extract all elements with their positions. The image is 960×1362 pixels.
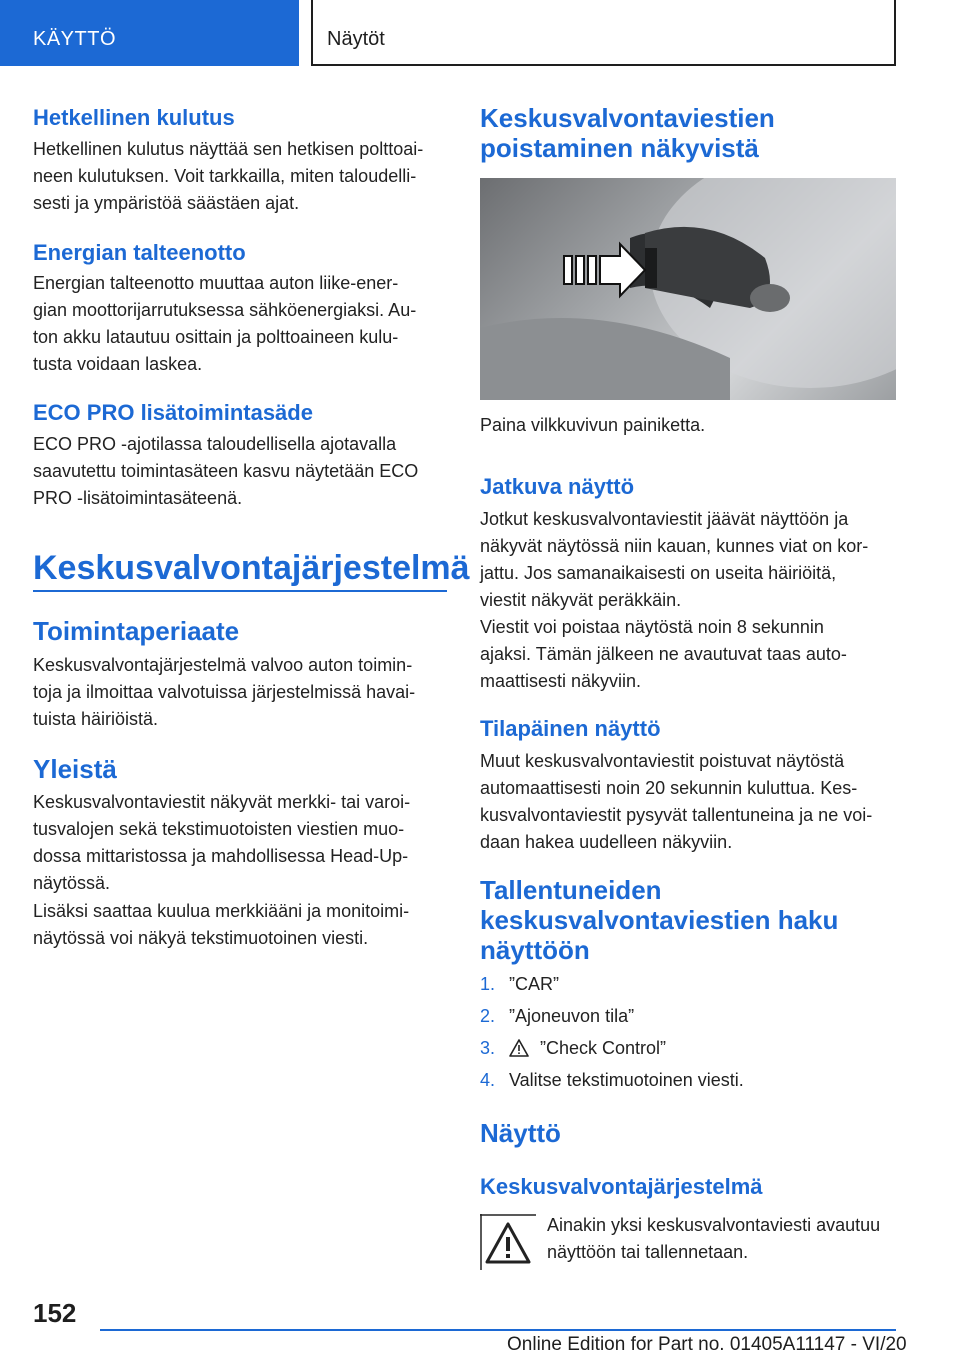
text-line: PRO -lisätoimintasäteenä. bbox=[33, 488, 243, 508]
heading-continuous-display: Jatkuva näyttö bbox=[480, 474, 635, 499]
paragraph-check-control-display bbox=[547, 1212, 896, 1266]
chapter-divider bbox=[33, 590, 447, 592]
text-line: dossa mittaristossa ja mahdollisessa Head-Up- bbox=[33, 846, 409, 866]
list-item bbox=[480, 1001, 896, 1031]
text-line: viestit näkyvät peräkkäin. bbox=[480, 590, 682, 610]
heading-line: keskusvalvontaviestien haku bbox=[480, 905, 839, 935]
paragraph-continuous-display bbox=[480, 506, 896, 614]
footer-divider bbox=[100, 1329, 896, 1331]
text-line: näytössä voi näkyä tekstimuotoinen viesti. bbox=[33, 928, 369, 948]
text-line: jattu. Jos samanaikaisesti on useita häiriöitä, bbox=[480, 563, 837, 583]
photo-illustration bbox=[480, 178, 896, 400]
paragraph-continuous-display-2 bbox=[480, 614, 896, 695]
text-line: toja ja ilmoittaa valvotuissa järjestelmissä havai‐ bbox=[33, 682, 416, 702]
heading-line: poistaminen näkyvistä bbox=[480, 133, 759, 163]
text-line: näyttöön tai tallennetaan. bbox=[547, 1242, 749, 1262]
section-label: KÄYTTÖ bbox=[33, 28, 117, 50]
text-line: saavutettu toimintasäteen kasvu näytetään ECO bbox=[33, 461, 419, 481]
text-line: näytössä. bbox=[33, 873, 111, 893]
text-line: ECO PRO -ajotilassa taloudellisella ajotavalla bbox=[33, 434, 397, 454]
paragraph-instant-consumption bbox=[33, 136, 447, 217]
text-line: gian moottorijarrutuksessa sähköenergiaksi. Au‐ bbox=[33, 300, 417, 320]
text-line: daan hakea uudelleen näkyviin. bbox=[480, 832, 733, 852]
warning-triangle-icon bbox=[509, 1039, 529, 1057]
heading-display: Näyttö bbox=[480, 1118, 561, 1148]
heading-line: Tallentuneiden bbox=[480, 875, 662, 905]
text-line: maattisesti näkyviin. bbox=[480, 671, 642, 691]
text-line: Muut keskusvalvontaviestit poistuvat näytöstä bbox=[480, 751, 845, 771]
heading-principle: Toimintaperiaate bbox=[33, 616, 240, 646]
text-line: Keskusvalvontajärjestelmä valvoo auton toimin‐ bbox=[33, 655, 413, 675]
paragraph-temporary-display bbox=[480, 748, 896, 856]
page-header bbox=[0, 0, 960, 66]
heading-general: Yleistä bbox=[33, 754, 117, 784]
heading-remove-messages bbox=[480, 103, 896, 163]
list-number: 1. bbox=[480, 974, 496, 994]
footer-edition: Online Edition for Part no. 01405A11147 - VI/20 bbox=[507, 1334, 907, 1355]
text-line: Lisäksi saattaa kuulua merkkiääni ja monitoimi‐ bbox=[33, 901, 410, 921]
paragraph-principle bbox=[33, 652, 447, 733]
text-line: tusvalojen sekä tekstimuotoisten viestien muo‐ bbox=[33, 819, 405, 839]
text-line: automaattisesti noin 20 sekunnin kuluttua. Kes‐ bbox=[480, 778, 858, 798]
paragraph-general bbox=[33, 789, 447, 897]
text-line: tusta voidaan laskea. bbox=[33, 354, 203, 374]
heading-energy-recovery: Energian talteenotto bbox=[33, 240, 246, 265]
list-text: ”CAR” bbox=[509, 974, 559, 994]
chapter-heading: Keskusvalvontajärjestelmä bbox=[33, 549, 470, 587]
image-caption: Paina vilkkuvivun painiketta. bbox=[480, 415, 706, 435]
paragraph-general-2 bbox=[33, 898, 447, 952]
text-line: näkyvät näytössä niin kauan, kunnes viat on kor‐ bbox=[480, 536, 869, 556]
heading-check-control-display: Keskusvalvontajärjestelmä bbox=[480, 1174, 763, 1199]
section-tab bbox=[0, 0, 299, 66]
heading-eco-pro-range: ECO PRO lisätoimintasäde bbox=[33, 400, 313, 425]
paragraph-energy-recovery bbox=[33, 270, 447, 378]
heading-temporary-display: Tilapäinen näyttö bbox=[480, 716, 661, 741]
heading-line: Keskusvalvontaviestien bbox=[480, 103, 775, 133]
paragraph-eco-pro-range bbox=[33, 431, 447, 512]
text-line: tuista häiriöistä. bbox=[33, 709, 159, 729]
text-line: Hetkellinen kulutus näyttää sen hetkisen polttoai‐ bbox=[33, 139, 424, 159]
header-title: Näytöt bbox=[327, 28, 385, 50]
text-line: Keskusvalvontaviestit näkyvät merkki- tai varoi‐ bbox=[33, 792, 411, 812]
list-text: ”Ajoneuvon tila” bbox=[509, 1006, 635, 1026]
list-number: 4. bbox=[480, 1070, 496, 1090]
list-text: Valitse tekstimuotoinen viesti. bbox=[509, 1070, 744, 1090]
heading-line: näyttöön bbox=[480, 935, 590, 965]
page-number: 152 bbox=[33, 1298, 77, 1328]
text-line: Ainakin yksi keskusvalvontaviesti avautuu bbox=[547, 1215, 881, 1235]
list-item bbox=[480, 1065, 896, 1095]
text-line: Energian talteenotto muuttaa auton liike-ener‐ bbox=[33, 273, 399, 293]
text-line: sesti ja ympäristöä säästäen ajat. bbox=[33, 193, 300, 213]
heading-stored-messages bbox=[480, 875, 896, 965]
text-line: Jotkut keskusvalvontaviestit jäävät näyttöön ja bbox=[480, 509, 849, 529]
text-line: neen kulutuksen. Voit tarkkailla, miten taloudelli‐ bbox=[33, 166, 417, 186]
list-item bbox=[480, 1033, 896, 1063]
text-line: kusvalvontaviestit pysyvät tallentuneina ja ne voi‐ bbox=[480, 805, 873, 825]
list-number: 3. bbox=[480, 1038, 496, 1058]
list-number: 2. bbox=[480, 1006, 496, 1026]
text-line: Viestit voi poistaa näytöstä noin 8 sekunnin bbox=[480, 617, 824, 637]
heading-instant-consumption: Hetkellinen kulutus bbox=[33, 105, 235, 130]
text-line: ajaksi. Tämän jälkeen ne avautuvat taas auto‐ bbox=[480, 644, 847, 664]
header-title-box bbox=[311, 0, 896, 66]
turn-signal-stalk-photo bbox=[480, 178, 896, 400]
list-item bbox=[480, 969, 896, 999]
warning-icon bbox=[480, 1214, 536, 1270]
list-text: ”Check Control” bbox=[540, 1038, 667, 1058]
text-line: ton akku latautuu osittain ja polttoaineen kulu‐ bbox=[33, 327, 399, 347]
